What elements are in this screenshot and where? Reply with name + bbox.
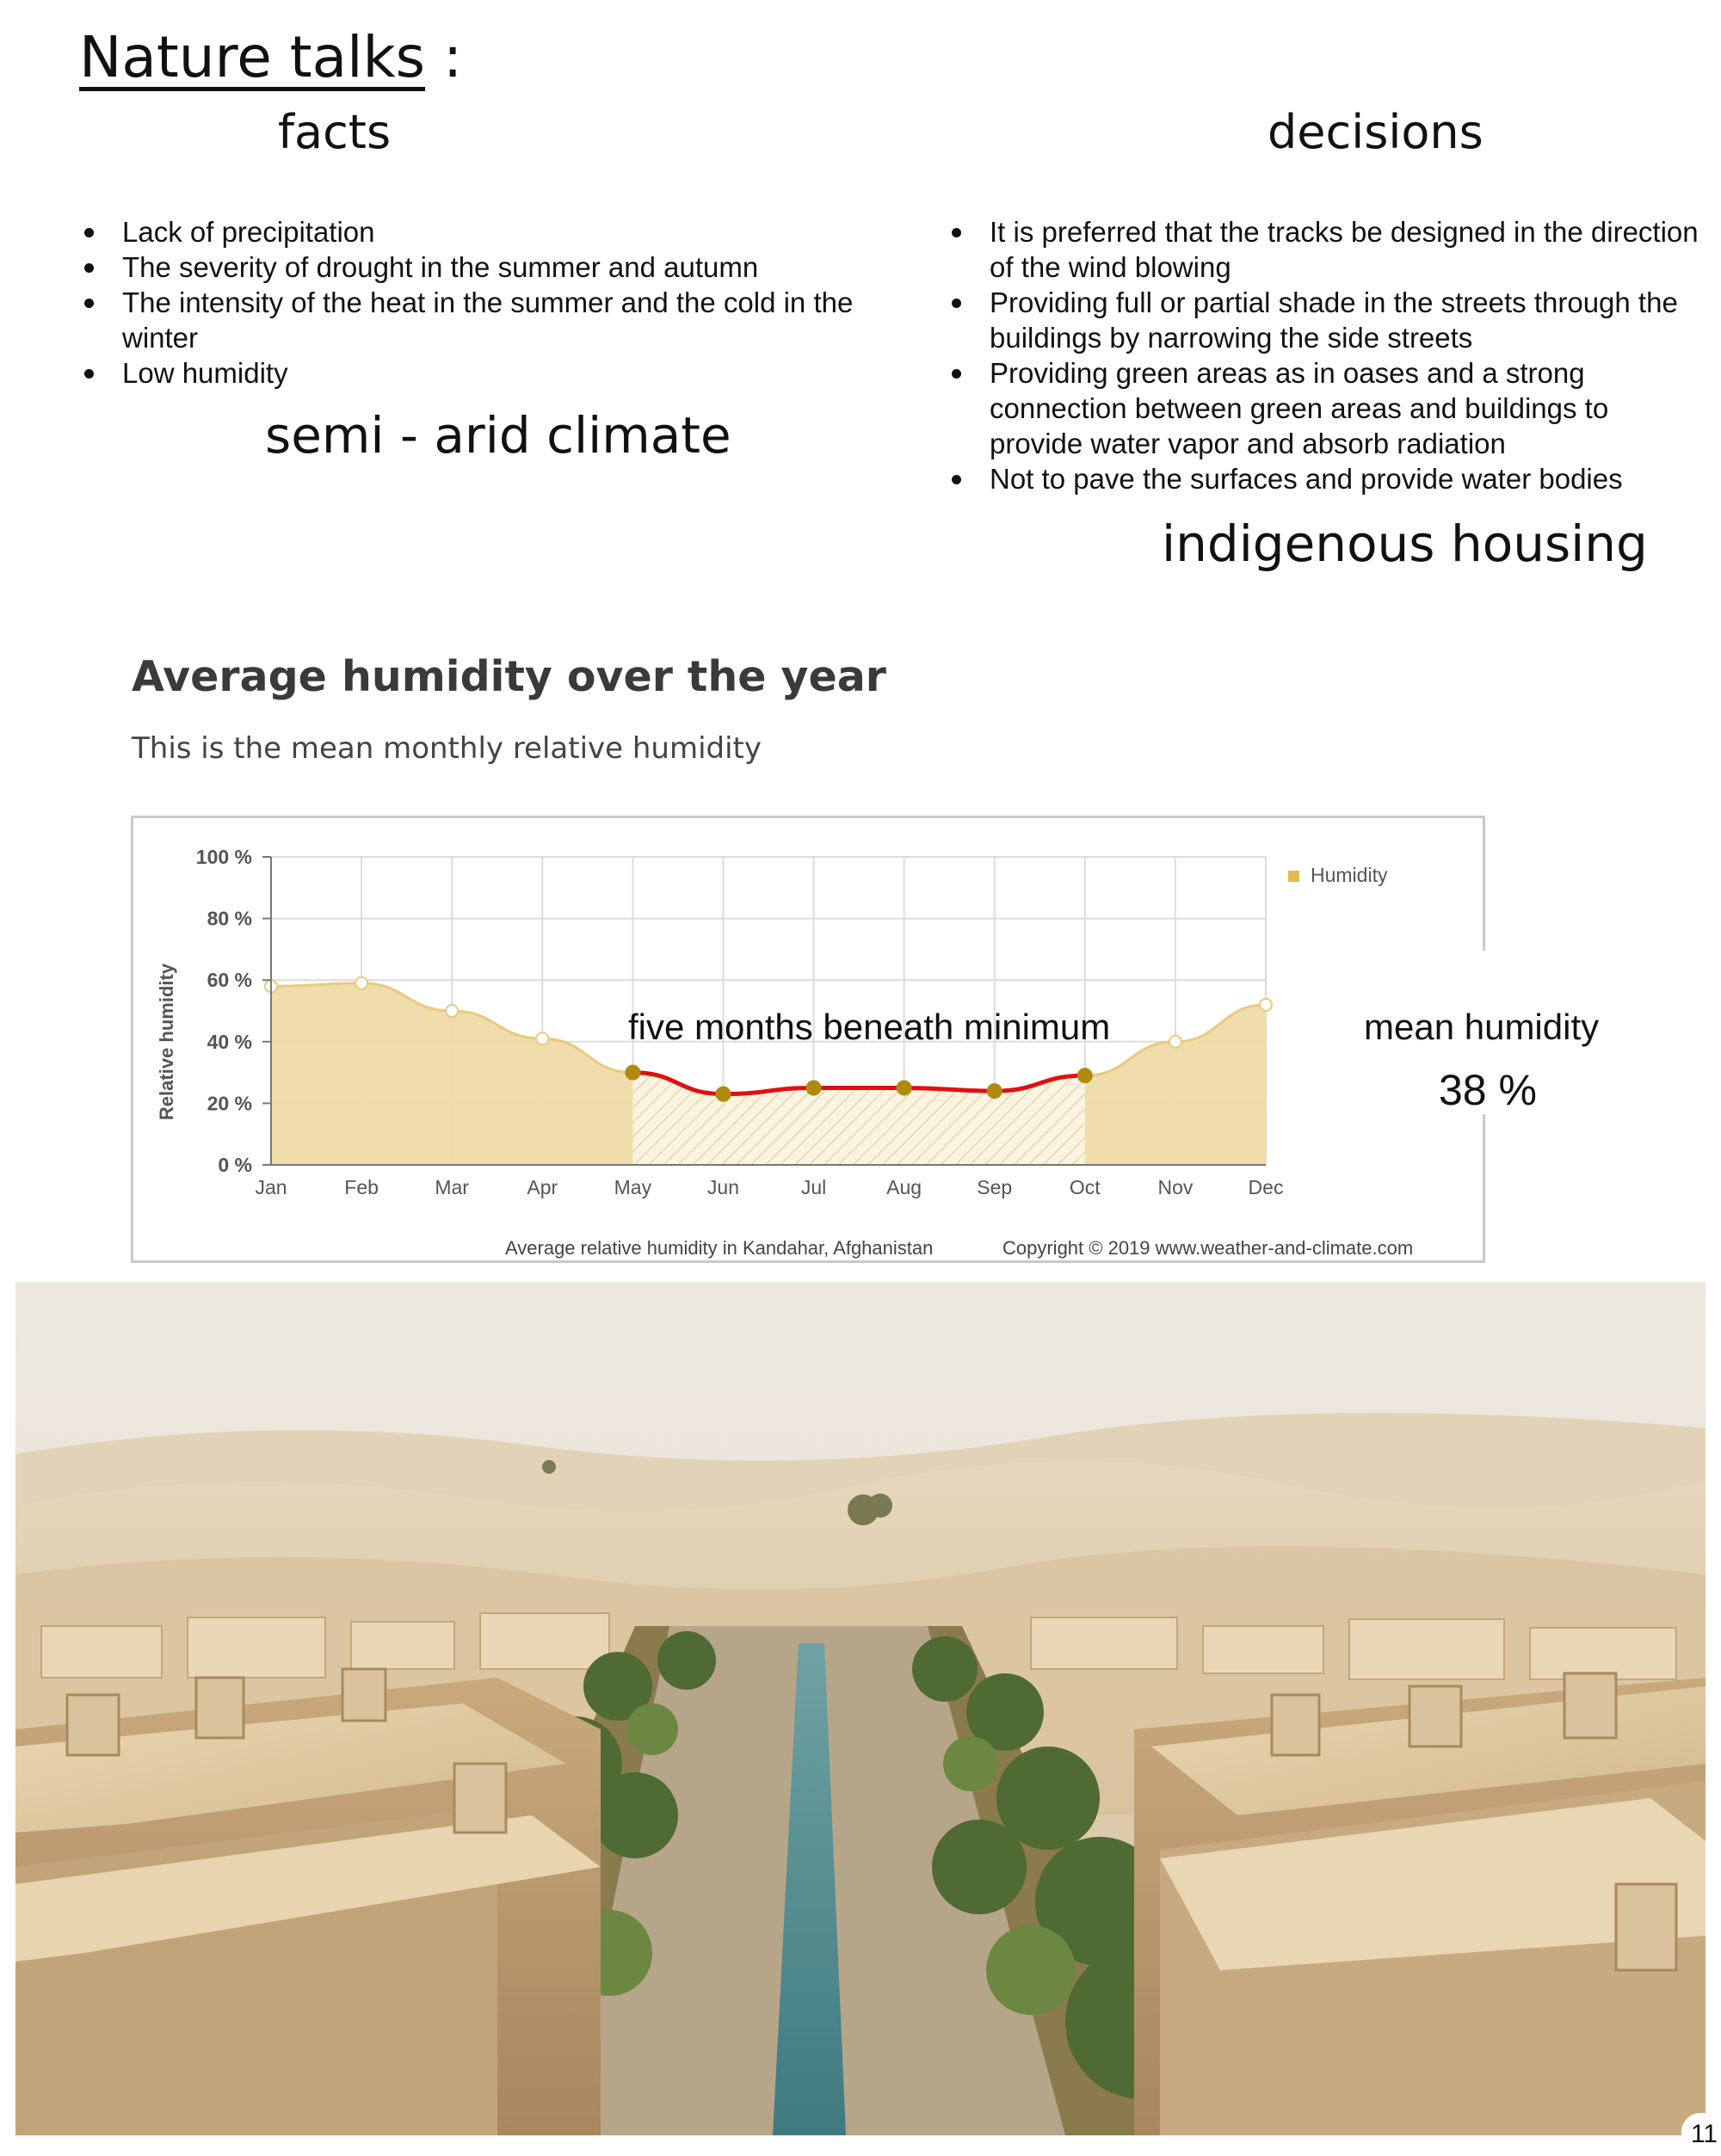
- mean-humidity-value: 38 %: [1439, 1066, 1537, 1114]
- facts-item: The severity of drought in the summer and autumn: [79, 249, 854, 285]
- legend-swatch: [1288, 871, 1299, 882]
- x-tick-label: Nov: [1157, 1176, 1194, 1198]
- decisions-item: Not to pave the surfaces and provide water bodies: [947, 461, 1704, 496]
- low-humidity-annotation: five months beneath minimum: [628, 1007, 1111, 1047]
- data-point: [988, 1084, 1002, 1098]
- chart-subtitle: This is the mean monthly relative humidity: [132, 731, 762, 766]
- x-tick-label: Dec: [1248, 1176, 1284, 1198]
- data-point: [1260, 999, 1272, 1011]
- chart-caption: Average relative humidity in Kandahar, Afghanistan: [505, 1237, 934, 1259]
- data-point: [355, 977, 367, 989]
- x-tick-label: Jan: [255, 1176, 287, 1198]
- data-point: [1169, 1036, 1181, 1048]
- data-point: [898, 1081, 911, 1095]
- facts-heading: facts: [278, 105, 392, 159]
- decisions-item: Providing full or partial shade in the streets through the buildings by narrowing the side streets: [947, 285, 1704, 355]
- facts-conclusion: semi - arid climate: [265, 406, 731, 465]
- data-point: [446, 1005, 458, 1017]
- legend: [1288, 864, 1388, 886]
- x-tick-label: Jul: [800, 1176, 827, 1198]
- x-tick-label: Apr: [527, 1176, 558, 1198]
- y-tick-label: 40 %: [207, 1030, 252, 1053]
- legend-label: Humidity: [1311, 864, 1388, 886]
- y-tick-label: 80 %: [207, 907, 252, 930]
- chart-copyright: Copyright © 2019 www.weather-and-climate.com: [1002, 1237, 1414, 1259]
- facts-item: Lack of precipitation: [79, 214, 854, 249]
- y-tick-label: 20 %: [207, 1092, 252, 1115]
- x-tick-label: Oct: [1069, 1176, 1101, 1198]
- page-title: [79, 24, 462, 90]
- x-tick-label: Jun: [706, 1176, 740, 1198]
- y-tick-label: 0 %: [218, 1154, 252, 1176]
- y-tick-label: 60 %: [207, 969, 252, 992]
- x-tick-label: Feb: [344, 1176, 379, 1198]
- y-axis-label: Relative humidity: [156, 963, 177, 1121]
- facts-item: Low humidity: [79, 355, 854, 391]
- decisions-item: Providing green areas as in oases and a strong connection between green areas and buildings to provide water vapor and absorb radiation: [947, 355, 1704, 461]
- x-tick-label: Sep: [977, 1176, 1013, 1198]
- facts-item: The intensity of the heat in the summer and the cold in the winter: [79, 285, 854, 355]
- desert-settlement-render: [15, 1282, 1706, 2135]
- facts-list: [79, 214, 854, 391]
- desert-settlement-illustration: [15, 1282, 1706, 2135]
- data-point: [626, 1066, 639, 1080]
- data-point: [807, 1081, 821, 1095]
- data-point: [1078, 1069, 1092, 1082]
- decisions-heading: decisions: [1268, 105, 1484, 159]
- data-point: [716, 1087, 730, 1101]
- decisions-conclusion: indigenous housing: [1162, 514, 1648, 573]
- y-tick-label: 100 %: [195, 846, 252, 868]
- title-colon: :: [443, 24, 463, 90]
- title-text: Nature talks: [79, 24, 426, 90]
- mean-humidity-label: mean humidity: [1364, 1007, 1600, 1047]
- x-tick-label: Mar: [435, 1176, 469, 1198]
- x-tick-label: May: [614, 1176, 652, 1198]
- decisions-list: [947, 214, 1704, 496]
- chart-title: Average humidity over the year: [132, 652, 886, 701]
- x-tick-label: Aug: [886, 1176, 922, 1198]
- decisions-item: It is preferred that the tracks be designed in the direction of the wind blowing: [947, 214, 1704, 285]
- page-number: 11: [1681, 2113, 1721, 2151]
- data-point: [536, 1032, 548, 1044]
